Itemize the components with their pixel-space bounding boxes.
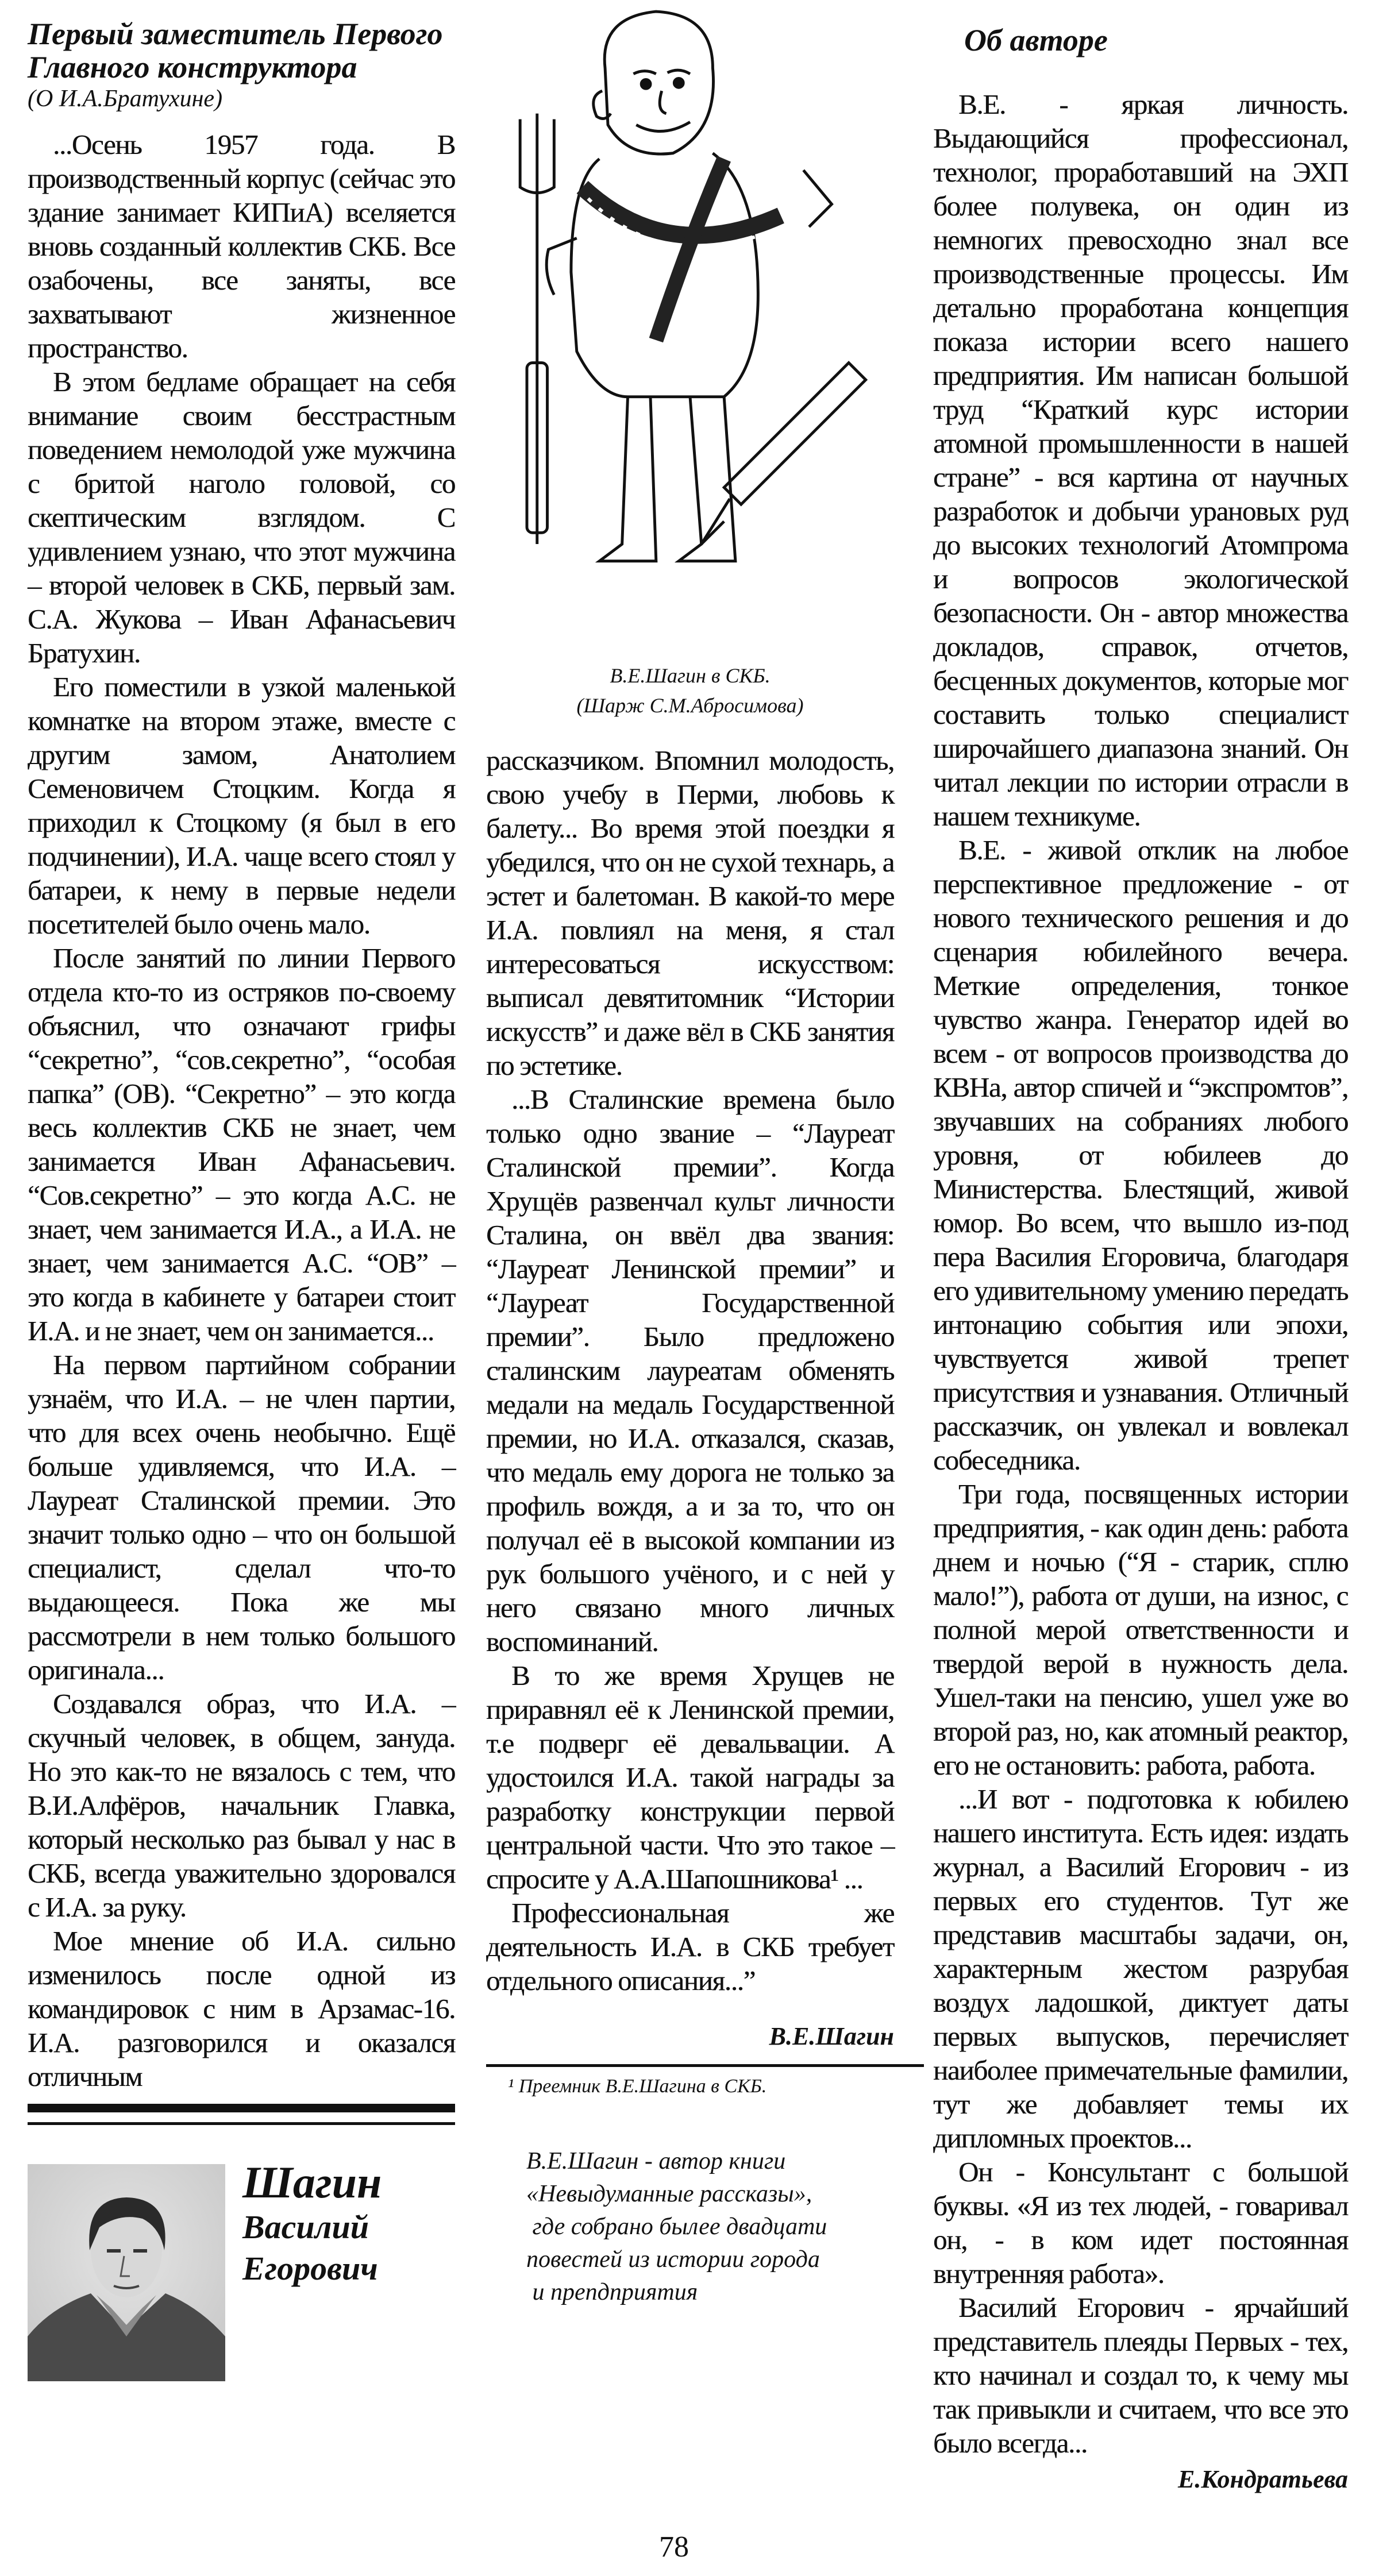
left-article-title: Первый заместитель Первого Главного конструктора — [28, 17, 443, 84]
book-note-line: и препдприятия — [526, 2279, 698, 2305]
paragraph: В.Е. - яркая личность. Выдающийся профессионал, технолог, проработавший на ЭХП более полувека, он один из немногих превосходно знал все производственные процессы. Им детально проработана концепция показа истории всего нашего предприятия. Им написан большой труд “Краткий курс истории атомной промышленности в нашей стране” - вся картина от научных разработок и добычи урановых руд до высоких технологий Атомпрома и вопросов экологической безопасности. Он - автор множества докладов, справок, отчетов, бесценных документов, которые мог составить только специалист широчайшего диапазона знаний. Он читал лекции по истории отрасли в нашем техникуме. — [933, 88, 1348, 832]
middle-column — [486, 0, 894, 2309]
book-note-line: «Невыдуманные рассказы», — [526, 2181, 812, 2207]
footnote-divider — [486, 2064, 924, 2067]
right-article-title: Об авторе — [964, 23, 1108, 57]
book-note — [526, 2145, 894, 2309]
patronymic: Егорович — [242, 2250, 378, 2287]
paragraph: В этом бедламе обращает на себя внимание своим бесстрастным поведением немолодой уже мужчина с бритой наголо головой, со скептическим взглядом. С удивлением узнаю, что этот мужчина – второй человек в СКБ, первый зам. С.А. Жукова – Иван Афанасьевич Братухин. — [28, 366, 455, 669]
paragraph: рассказчиком. Впомнил молодость, свою учебу в Перми, любовь к балету... Во время этой поездки я убедился, что он не сухой технарь, а эстет и балетоман. В какой-то мере И.А. повлиял на меня, я стал интересоваться искусством: выписал девятитомник “Истории искусств” и даже вёл в СКБ занятия по эстетике. — [486, 745, 894, 1081]
paragraph: ...В Сталинские времена было только одно звание – “Лауреат Сталинской премии”. Когда Хрущёв развенчал культ личности Сталина, он ввёл два звания: “Лауреат Ленинской премии” и “Лауреат Государственной премии”. Было предложено сталинским лауреатам обменять медали на медаль Государственной премии, но И.А. отказался, сказав, что медаль ему дорога не только за профиль вождя, а и за то, что он получал её в высокой компании из рук большого учёного, и с ней у него связано много личных воспоминаний. — [486, 1083, 894, 1657]
paragraph: Три года, посвященных истории предприятия, - как один день: работа днем и ночью (“Я - старик, сплю мало!”), работа от души, на износ, с полной мерой ответственности и твердой верой в нужность дела. Ушел-таки на пенсию, ушел уже во второй раз, но, как атомный реактор, его не остановить: работа, работа. — [933, 1478, 1348, 1781]
first-name: Василий — [242, 2208, 369, 2246]
caption-line: (Шарж С.М.Абросимова) — [576, 694, 804, 717]
paragraph: В.Е. - живой отклик на любое перспективное предложение - от нового технического решения и до сценария юбилейного вечера. Меткие определения, тонкое чувство жанра. Генератор идей во всем - от вопросов производства до КВНа, автор спичей и “экспромтов”, звучавших на собраниях любого уровня, от юбилеев до Министерства. Блестящий, живой юмор. Во всем, что вышло из-под пера Василия Егоровича, благодаря его удивительному умению передать интонацию события или эпохи, чувствуется живой трепет присутствия и узнавания. Отличный рассказчик, он увлекал и вовлекал собеседника. — [933, 834, 1348, 1476]
page-number: 78 — [659, 2531, 689, 2563]
paragraph: В то же время Хрущев не приравнял её к Ленинской премии, т.е подверг её девальвации. А удостоился И.А. такой награды за разработку конструкции первой центральной части. Что это такое – спросите у А.А.Шапошникова¹ ... — [486, 1660, 894, 1895]
book-note-line: повестей из истории города — [526, 2246, 820, 2273]
divider-thick — [28, 2104, 455, 2112]
left-article-subtitle: (О И.А.Братухине) — [28, 86, 223, 112]
portrait-block — [28, 2157, 455, 2381]
middle-signature: В.Е.Шагин — [769, 2022, 894, 2050]
caricature-caption — [486, 661, 894, 720]
paragraph: Его поместили в узкой маленькой комнатке на втором этаже, вместе с другим замом, Анатолием Семеновичем Стоцким. Когда я приходил к Стоцкому (я был в его подчинении), И.А. чаще всего стоял у батареи, к нему в первые недели посетителей было очень мало. — [28, 671, 455, 940]
paragraph: ...Осень 1957 года. В производственный корпус (сейчас это здание занимает КИПиА) вселяется вновь созданный коллектив СКБ. Все озабочены, все заняты, все захватывают жизненное пространство. — [28, 129, 455, 364]
left-column — [28, 0, 455, 2381]
book-note-line: где собрано былее двадцати — [526, 2213, 827, 2240]
paragraph: На первом партийном собрании узнаём, что И.А. – не член партии, что для всех очень необычно. Ещё больше удивляемся, что И.А. – Лауреат Сталинской премии. Это значит только одно – что он большой специалист, сделал что-то выдающееся. Пока же мы рассмотрели в нем только большого оригинала... — [28, 1349, 455, 1686]
left-article-body — [28, 128, 455, 2093]
book-note-line: В.Е.Шагин - автор книги — [526, 2148, 786, 2174]
paragraph: ...И вот - подготовка к юбилею нашего института. Есть идея: издать журнал, а Василий Егорович - из первых его студентов. Тут же представив масштабы задачи, он, характерным жестом разрубая воздух ладошкой, диктует даты первых выпусков, перечисляет наиболее примечательные фамилии, тут же добавляет темы их дипломных проектов... — [933, 1783, 1348, 2154]
middle-article-body — [486, 743, 894, 1997]
paragraph: Мое мнение об И.А. сильно изменилось после одной из командировок с ним в Арзамас-16. И.А. разговорился и оказался отличным — [28, 1925, 455, 2092]
paragraph: Профессиональная же деятельность И.А. в СКБ требует отдельного описания...” — [486, 1897, 894, 1996]
paragraph: После занятий по линии Первого отдела кто-то из остряков по-своему объяснил, что означают грифы “секретно”, “сов.секретно”, “особая папка” (ОВ). “Секретно” – это когда весь коллектив СКБ не знает, чем занимается Иван Афанасьевич. “Сов.секретно” – это когда А.С. не знает, чем занимается И.А., а И.А. не знает, чем занимается А.С. “ОВ” – это когда в кабинете у батареи стоит И.А. и не знает, чем он занимается... — [28, 942, 455, 1347]
caricature-drawing — [486, 0, 894, 643]
paragraph: Он - Консультант с большой буквы. «Я из тех людей, - говаривал он, - в ком идет постоянная внутренняя работа». — [933, 2156, 1348, 2289]
right-signature: Е.Кондратьева — [1178, 2465, 1348, 2493]
right-article-body — [933, 87, 1348, 2460]
right-column — [933, 0, 1348, 2496]
caption-line: В.Е.Шагин в СКБ. — [610, 664, 771, 687]
footnote: ¹ Преемник В.Е.Шагина в СКБ. — [508, 2076, 767, 2097]
portrait-photo — [28, 2164, 225, 2381]
divider-thin — [28, 2122, 455, 2125]
surname: Шагин — [242, 2157, 382, 2207]
paragraph: Василий Егорович - ярчайший представитель плеяды Первых - тех, кто начинал и создал то, к чему мы так привыкли и считаем, что все это было всегда... — [933, 2292, 1348, 2459]
paragraph: Создавался образ, что И.А. – скучный человек, в общем, зануда. Но это как-то не вязалось с тем, что В.И.Алфёров, начальник Главка, который несколько раз бывал у нас в СКБ, всегда уважительно здоровался с И.А. за руку. — [28, 1688, 455, 1923]
portrait-name — [242, 2158, 382, 2381]
